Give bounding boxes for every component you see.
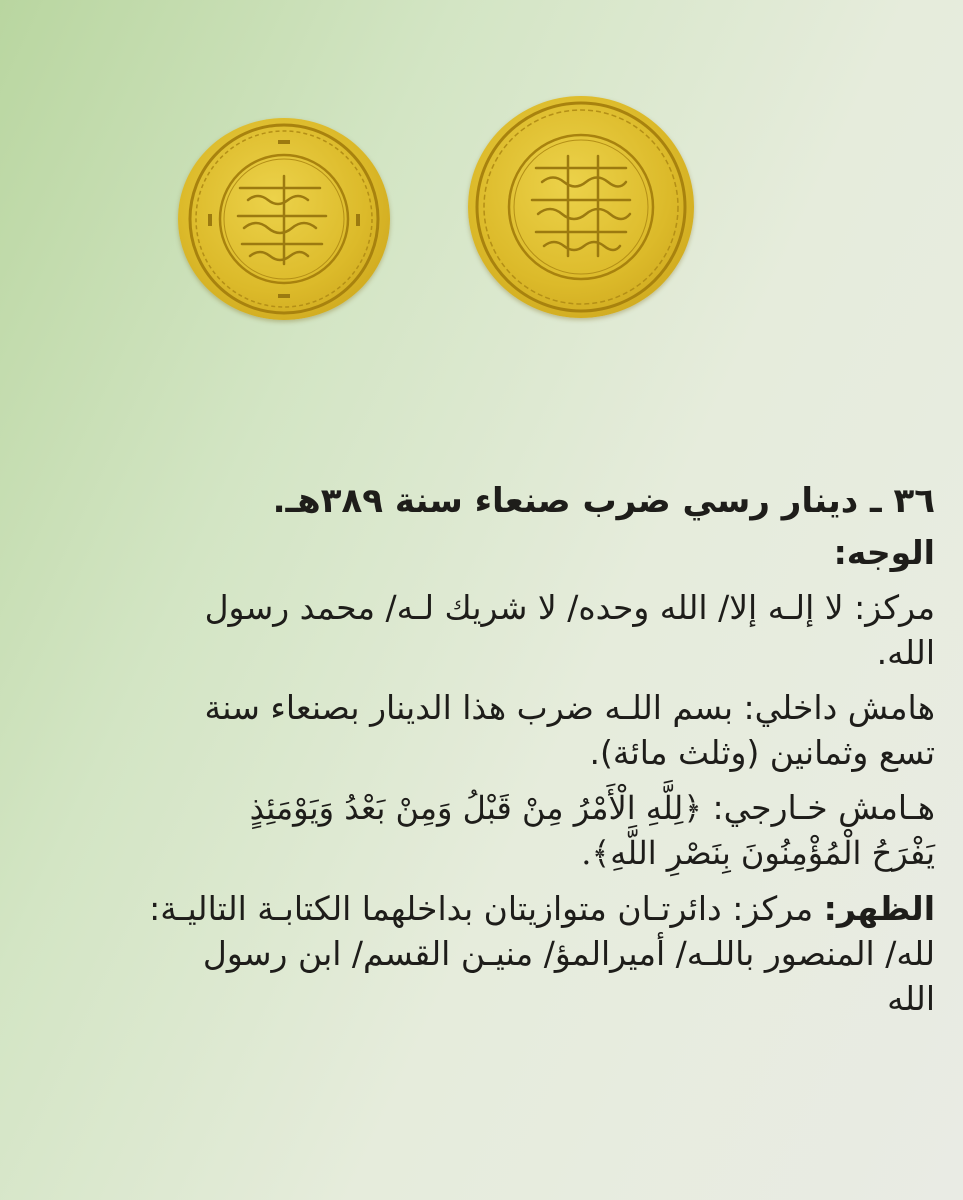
catalog-entry <box>25 478 935 1018</box>
face-heading: الوجه: <box>833 533 935 572</box>
inner-margin-text: هامش داخلي: بسم اللـه ضرب هذا الدينار بصنعاء سنة <box>204 688 935 727</box>
coin-obverse-image <box>178 118 390 320</box>
back-center-text-line3: الله <box>887 979 935 1018</box>
back-center-text-line2: لله/ المنصور باللـه/ أميرالمؤ/ منيـن القسم/ ابن رسول <box>202 934 935 973</box>
back-heading: الظهر: <box>823 889 935 928</box>
back-row <box>25 886 935 931</box>
coin-inscription-icon <box>178 118 390 320</box>
outer-margin-label: هـامش خـارجي: <box>712 788 935 827</box>
entry-title: ٣٦ ـ دينار رسي ضرب صنعاء سنة ٣٨٩هـ. <box>272 481 935 521</box>
face-center-text-end: الله. <box>876 633 935 672</box>
face-center-text: مركز: لا إلـه إلا/ الله وحده/ لا شريك لـه/ محمد رسول <box>204 588 935 627</box>
coin-inscription-icon <box>468 96 694 318</box>
back-center-text: مركز: دائرتـان متوازيتان بداخلهما الكتابـة التاليـة: <box>149 889 814 928</box>
coin-reverse-image <box>468 96 694 318</box>
quran-verse-end: يَفْرَحُ الْمُؤْمِنُونَ بِنَصْرِ اللَّهِ﴾. <box>581 834 935 872</box>
quran-verse: ﴿لِلَّهِ الْأَمْرُ مِنْ قَبْلُ وَمِنْ بَعْدُ وَيَوْمَئِذٍ <box>249 789 703 827</box>
outer-margin-row <box>25 785 935 831</box>
inner-margin-text-end: تسع وثمانين (وثلث مائة). <box>589 733 935 772</box>
